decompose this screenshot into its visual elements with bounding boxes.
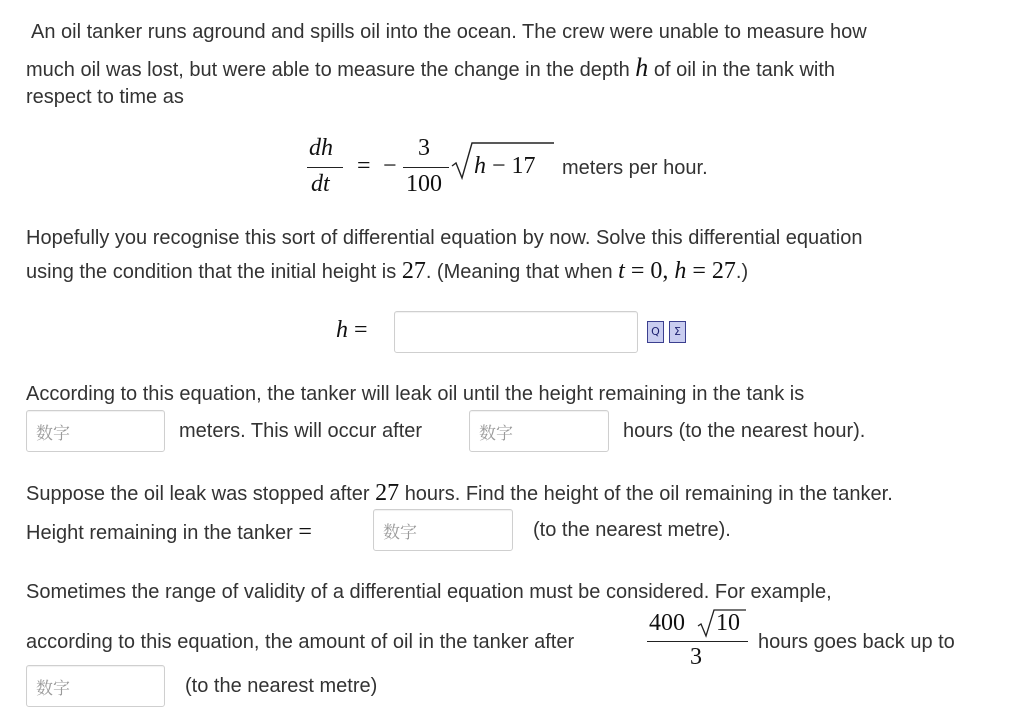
rate-units: meters per hour. (562, 157, 708, 179)
para5-line-2-b: hours goes back up to (758, 631, 955, 653)
stop-time-value: 27 (375, 480, 400, 506)
intro-line-3: respect to time as (26, 86, 184, 108)
remaining-height-placeholder: 数字 (383, 523, 417, 543)
time-fraction-numerator: 400 (649, 610, 685, 636)
para3-end-text: hours (to the nearest hour). (623, 420, 866, 442)
intro-line-2 (26, 53, 835, 83)
para3-mid-text: meters. This will occur after (179, 420, 423, 442)
initial-condition: t = 0, h = 27 (618, 258, 736, 284)
lhs-numerator: dh (309, 135, 333, 161)
intro-line-1: An oil tanker runs aground and spills oil into the ocean. The crew were unable to measure how (31, 21, 867, 43)
para2-line-2-a: using the condition that the initial height is (26, 261, 397, 283)
depth-variable-h: h (635, 53, 649, 82)
regained-height-input[interactable] (26, 665, 165, 707)
leak-stop-time-input[interactable] (469, 410, 609, 452)
sqrt-radicand: h − 17 (474, 153, 536, 179)
leak-stop-height-placeholder: 数字 (36, 424, 70, 444)
para5-line-3: (to the nearest metre) (185, 675, 378, 697)
para2-line-2-c: .) (735, 261, 749, 283)
intro-line-2-a: much oil was lost, but were able to measure the change in the depth (26, 59, 630, 81)
intro-line-2-b: of oil in the tank with (653, 59, 836, 81)
para5-line-1: Sometimes the range of validity of a differential equation must be considered. For example, (26, 581, 832, 603)
coef-numerator: 3 (418, 135, 430, 161)
para4-line-2-end: (to the nearest metre). (533, 519, 731, 541)
lhs-fraction-bar (307, 167, 343, 168)
lhs-denominator: dt (311, 171, 330, 197)
para2-line-2-b: . (Meaning that when (425, 261, 613, 283)
minus-sign: − (383, 153, 397, 179)
coef-denominator: 100 (406, 171, 442, 197)
remaining-height-input[interactable] (373, 509, 513, 551)
equation-editor-icon[interactable]: Σ (669, 321, 686, 343)
leak-stop-height-input[interactable] (26, 410, 165, 452)
time-fraction-denominator: 3 (690, 644, 702, 670)
initial-height-value: 27 (401, 258, 426, 284)
coef-fraction-bar (403, 167, 449, 168)
regained-height-placeholder: 数字 (36, 679, 70, 699)
para4-line-2: Height remaining in the tanker = (26, 519, 312, 545)
equals-sign: = (357, 153, 371, 179)
preview-icon[interactable]: Q (647, 321, 664, 343)
leak-stop-time-placeholder: 数字 (479, 424, 513, 444)
para2-line-1: Hopefully you recognise this sort of differential equation by now. Solve this differential equation (26, 227, 863, 249)
para5-line-2-a: according to this equation, the amount of oil in the tanker after (26, 631, 575, 653)
h-answer-label: h = (336, 317, 368, 343)
time-fraction-bar (647, 641, 748, 642)
para2-line-2 (26, 258, 748, 285)
h-answer-input[interactable] (394, 311, 638, 353)
para4-line-1: Suppose the oil leak was stopped after 27 hours. Find the height of the oil remaining in the tanker. (26, 480, 893, 506)
time-fraction-root: 10 (716, 610, 740, 636)
para4-equals: = (298, 519, 312, 545)
para3-line-1: According to this equation, the tanker will leak oil until the height remaining in the tank is (26, 383, 805, 405)
